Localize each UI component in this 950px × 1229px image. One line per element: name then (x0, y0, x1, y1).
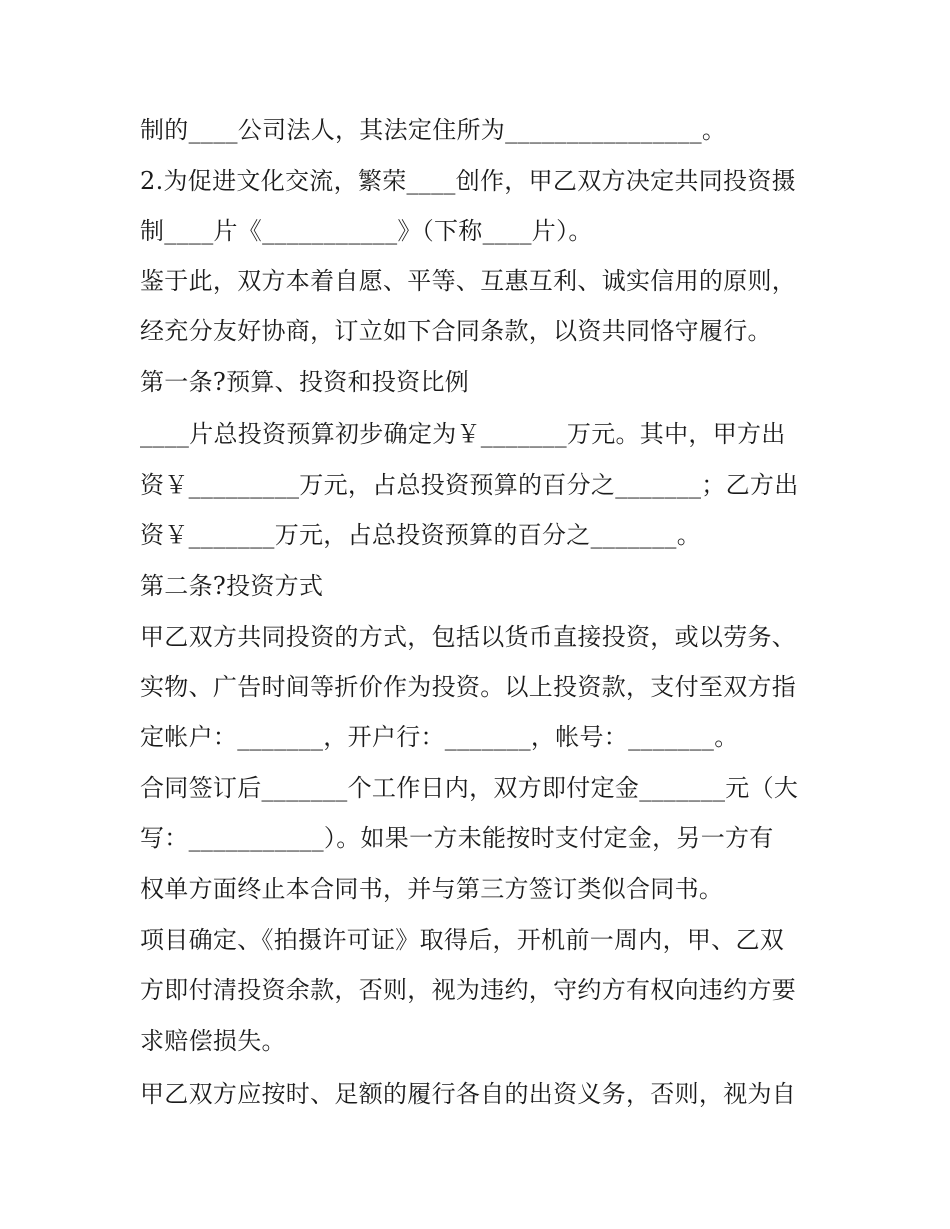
text-line-4: 鉴于此，双方本着自愿、平等、互惠互利、诚实信用的原则， (140, 267, 797, 295)
text-line-15: 写：___________）。如果一方未能按时支付定金，另一方有 (140, 824, 774, 852)
text-line-2: 2.为促进文化交流，繁荣____创作，甲乙双方决定共同投资摄 (140, 167, 796, 195)
text-line-5: 经充分友好协商，订立如下合同条款，以资共同恪守履行。 (140, 317, 772, 345)
text-line-12: 实物、广告时间等折价作为投资。以上投资款，支付至双方指 (140, 673, 797, 701)
text-line-17: 项目确定、《拍摄许可证》取得后，开机前一周内，甲、乙双 (140, 926, 785, 954)
text-line-19: 求赔偿损失。 (140, 1027, 286, 1055)
text-line-9: 资￥_______万元，占总投资预算的百分之_______。 (140, 521, 701, 549)
text-line-1: 制的____公司法人，其法定住所为________________。 (140, 116, 727, 144)
section-heading-1: 第一条?预算、投资和投资比例 (140, 368, 470, 396)
text-line-11: 甲乙双方共同投资的方式，包括以货币直接投资，或以劳务、 (140, 623, 797, 651)
text-line-3: 制____片《___________》（下称____片）。 (140, 217, 593, 245)
text-line-14: 合同签订后_______个工作日内，双方即付定金_______元（大 (140, 774, 799, 802)
text-line-18: 方即付清投资余款，否则，视为违约，守约方有权向违约方要 (140, 976, 797, 1004)
text-line-16: 权单方面终止本合同书，并与第三方签订类似合同书。 (140, 875, 724, 903)
text-line-8: 资￥_________万元，占总投资预算的百分之_______；乙方出 (140, 471, 799, 499)
text-line-7: ____片总投资预算初步确定为￥_______万元。其中，甲方出 (140, 420, 786, 448)
section-heading-2: 第二条?投资方式 (140, 572, 324, 600)
text-line-20: 甲乙双方应按时、足额的履行各自的出资义务，否则，视为自 (140, 1080, 797, 1108)
text-line-13: 定帐户：_______，开户行：_______，帐号：_______。 (140, 723, 739, 751)
